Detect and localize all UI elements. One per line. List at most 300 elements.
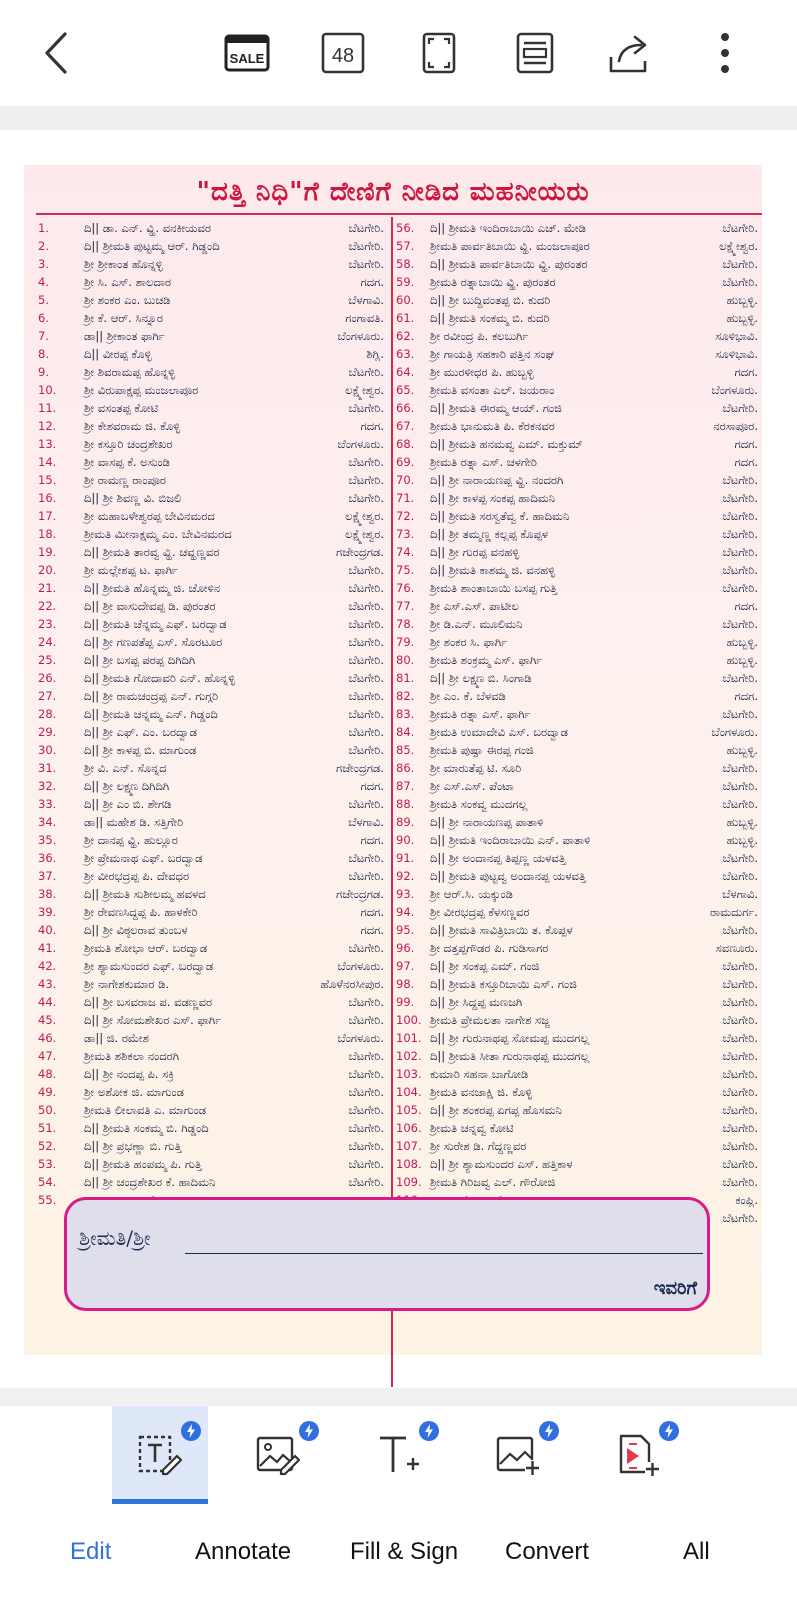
tab-annotate[interactable]: Annotate bbox=[195, 1538, 292, 1565]
donor-row bbox=[38, 705, 384, 723]
donor-place: ಬೆಳಗಾವಿ. bbox=[348, 815, 384, 829]
donor-number: 94. bbox=[396, 905, 415, 919]
donor-place: ಬೆಟಗೇರಿ. bbox=[722, 527, 758, 541]
donor-row bbox=[396, 1137, 758, 1155]
donor-name: ದಿ|| ಶ್ರೀ ಚಂದ್ರಶೇಖರ ಕೆ. ಹಾದಿಮನಿ bbox=[84, 1175, 216, 1189]
donor-list-right bbox=[396, 219, 758, 1227]
donor-number: 56. bbox=[396, 221, 415, 235]
fullscreen-button[interactable] bbox=[416, 28, 462, 78]
donor-number: 3. bbox=[38, 257, 49, 271]
donor-name: ಶ್ರೀ ಅಶೋಕ ಜಿ. ಮಾಗುಂಡ bbox=[84, 1085, 184, 1099]
donor-name: ಶ್ರೀಮತಿ ವಸಂತಾ ಎಲ್. ಜಯರಾಂ bbox=[430, 383, 555, 397]
donor-number: 50. bbox=[38, 1103, 57, 1117]
donor-row bbox=[38, 273, 384, 291]
donor-row bbox=[38, 561, 384, 579]
donor-place: ಸೂಳಿಭಾವಿ. bbox=[715, 329, 758, 343]
donor-name: ದಿ|| ಶ್ರೀಮತಿ ಕಸ್ತೂರಿಬಾಯಿ ಎಸ್. ಗಂಜಿ bbox=[430, 977, 577, 991]
donor-name: ದಿ|| ಶ್ರೀ ನಾರಾಯಣಪ್ಪ ಪಾತಾಳಿ bbox=[430, 815, 544, 829]
donor-row bbox=[38, 849, 384, 867]
annotate-tool[interactable] bbox=[230, 1406, 326, 1504]
donor-name: ಶ್ರೀ ಕೆ. ಆರ್. ಸಿನ್ನೂರ bbox=[84, 311, 163, 325]
donor-place: ಬೆಂಗಳೂರು. bbox=[337, 1031, 384, 1045]
donor-row bbox=[38, 723, 384, 741]
donor-number: 31. bbox=[38, 761, 57, 775]
donor-name: ಶ್ರೀ ಮಲ್ಲೇಶಪ್ಪ ಟ. ಫಾರ್ಗಿ bbox=[84, 563, 179, 577]
donor-place: ಬೆಟಗೇರಿ. bbox=[348, 1139, 384, 1153]
donor-number: 38. bbox=[38, 887, 57, 901]
donor-row bbox=[396, 813, 758, 831]
donor-number: 96. bbox=[396, 941, 415, 955]
donor-place: ಬೆಟಗೇರಿ. bbox=[722, 797, 758, 811]
donor-name: ದಿ|| ವೀರಪ್ಪ ಕೊಳ್ಳಿ bbox=[84, 347, 152, 361]
donor-place: ಹುಬ್ಬಳ್ಳಿ. bbox=[726, 815, 758, 829]
donor-row bbox=[396, 327, 758, 345]
donor-name: ಶ್ರೀಮತಿ ರತ್ನಾ ಎಸ್. ಫಾರ್ಗಿ bbox=[430, 707, 531, 721]
donor-place: ಬೆಟಗೇರಿ. bbox=[722, 275, 758, 289]
donor-row bbox=[38, 867, 384, 885]
donor-row bbox=[396, 759, 758, 777]
donor-number: 21. bbox=[38, 581, 57, 595]
donor-name: ದಿ|| ಶ್ರೀ ಶಿವಣ್ಣ ವಿ. ಬಿಜಲಿ bbox=[84, 491, 182, 505]
donor-name: ದಿ|| ಶ್ರೀ ಬಸಪ್ಪ ಪರಪ್ಪ ದಿಗಿದಿಗಿ bbox=[84, 653, 196, 667]
sale-button[interactable] bbox=[222, 28, 272, 78]
donor-row bbox=[396, 1029, 758, 1047]
donor-name: ಶ್ರೀ ದಾನಪ್ಪ ವ್ಹಿ. ಹುಲ್ಲೂರ bbox=[84, 833, 178, 847]
donor-place: ಬೆಂಗಳೂರು. bbox=[337, 437, 384, 451]
donor-row bbox=[396, 525, 758, 543]
sale-tag-icon bbox=[223, 31, 271, 75]
donor-number: 19. bbox=[38, 545, 57, 559]
donor-number: 64. bbox=[396, 365, 415, 379]
donor-number: 16. bbox=[38, 491, 57, 505]
donor-name: ದಿ|| ಶ್ರೀಮತಿ ಸೀತಾ ಗುರುನಾಥಪ್ಪ ಮುದಗಲ್ಲ bbox=[430, 1049, 590, 1063]
donor-name: ಶ್ರೀ ಮಾರುತೆಪ್ಪ ಟಿ. ಸೂರಿ bbox=[430, 761, 522, 775]
donor-place: ಬೆಟಗೇರಿ. bbox=[348, 581, 384, 595]
donor-number: 45. bbox=[38, 1013, 57, 1027]
donor-number: 5. bbox=[38, 293, 49, 307]
donor-place: ಲಕ್ಷ್ಮೇಶ್ವರ. bbox=[345, 383, 384, 397]
donor-name: ದಿ|| ಡಾ. ಎನ್. ವ್ಹಿ. ವನಕೀಯವರ bbox=[84, 221, 211, 235]
donor-row bbox=[396, 471, 758, 489]
back-button[interactable] bbox=[36, 28, 76, 78]
donor-row bbox=[38, 471, 384, 489]
donor-name: ದಿ|| ಶ್ರೀ ವಿಠ್ಠಲರಾವ ತುಂಬಳ bbox=[84, 923, 188, 937]
more-options-button[interactable] bbox=[710, 28, 740, 78]
donor-name: ಶ್ರೀಮತಿ ಶಶಿಕಲಾ ನಂದರಗಿ bbox=[84, 1049, 180, 1063]
tab-fill-sign[interactable]: Fill & Sign bbox=[350, 1538, 459, 1565]
donor-place: ಕಂಪ್ಲಿ. bbox=[735, 1193, 758, 1207]
donor-number: 70. bbox=[396, 473, 415, 487]
donor-place: ಗದಗ. bbox=[734, 365, 758, 379]
donor-number: 98. bbox=[396, 977, 415, 991]
donor-name: ದಿ|| ಶ್ರೀ ರಾಮಚಂದ್ರಪ್ಪ ಎನ್. ಗುಗ್ಗರಿ bbox=[84, 689, 219, 703]
donor-place: ಬೆಟಗೇರಿ. bbox=[348, 851, 384, 865]
donor-list-left bbox=[38, 219, 384, 1209]
donor-place: ಬೆಟಗೇರಿ. bbox=[348, 869, 384, 883]
donor-row bbox=[38, 579, 384, 597]
donor-number: 18. bbox=[38, 527, 57, 541]
donor-place: ಬೆಟಗೇರಿ. bbox=[348, 1157, 384, 1171]
donor-number: 55. bbox=[38, 1193, 57, 1207]
donor-row bbox=[396, 921, 758, 939]
donor-number: 105. bbox=[396, 1103, 422, 1117]
donor-row bbox=[396, 903, 758, 921]
donor-place: ಬೆಟಗೇರಿ. bbox=[348, 1013, 384, 1027]
back-arrow-icon bbox=[43, 31, 69, 75]
donor-place: ಗದಗ. bbox=[360, 275, 384, 289]
donor-place: ಬೆಟಗೇರಿ. bbox=[722, 1031, 758, 1045]
donor-number: 104. bbox=[396, 1085, 422, 1099]
donor-row bbox=[38, 435, 384, 453]
donor-place: ಬೆಟಗೇರಿ. bbox=[722, 959, 758, 973]
donor-row bbox=[38, 489, 384, 507]
donor-number: 79. bbox=[396, 635, 415, 649]
edit-tool[interactable] bbox=[112, 1406, 208, 1504]
donor-row bbox=[396, 975, 758, 993]
donor-number: 88. bbox=[396, 797, 415, 811]
donor-row bbox=[38, 1083, 384, 1101]
donor-name: ಶ್ರೀಮತಿ ಶಾಂತಾಬಾಯಿ ಬಸಪ್ಪ ಗುತ್ತಿ bbox=[430, 581, 558, 595]
donor-name: ಶ್ರೀ ಮುರಳೀಧರ ಪಿ. ಹುಬ್ಬಳ್ಳಿ bbox=[430, 365, 534, 379]
pdf-page bbox=[24, 165, 762, 1355]
donor-name: ಶ್ರೀಮತಿ ಚನ್ನವ್ವ ಕೋಟಿ bbox=[430, 1121, 514, 1135]
donor-row bbox=[38, 543, 384, 561]
donor-place: ಬೆಟಗೇರಿ. bbox=[722, 995, 758, 1009]
donor-row bbox=[396, 219, 758, 237]
fill-sign-tool[interactable] bbox=[350, 1406, 446, 1504]
donor-place: ಬೆಳಗಾವಿ. bbox=[348, 293, 384, 307]
tab-edit[interactable]: Edit bbox=[70, 1538, 112, 1565]
donor-name: ಶ್ರೀಮತಿ ಪಾರ್ವತಿಬಾಯಿ ವ್ಹಿ. ಮಂಜಲಾಪೂರ bbox=[430, 239, 590, 253]
all-tools[interactable] bbox=[590, 1406, 686, 1504]
donor-number: 36. bbox=[38, 851, 57, 865]
donor-name: ದಿ|| ಶ್ರೀ ಪ್ರಭಣ್ಣಾ ಬಿ. ಗುತ್ತಿ bbox=[84, 1139, 182, 1153]
donor-place: ಗಜೇಂದ್ರಗಡ. bbox=[336, 545, 384, 559]
title-divider bbox=[36, 213, 762, 215]
donor-number: 108. bbox=[396, 1157, 422, 1171]
donor-name: ಶ್ರೀಮತಿ ಪ್ರೇಮಲತಾ ನಾಗೇಶ ಸಜ್ಜ bbox=[430, 1013, 550, 1027]
donor-place: ಬೆಂಗಳೂರು. bbox=[711, 383, 758, 397]
donor-name: ಶ್ರೀಮತಿ ಪುಷ್ಪಾ ಈರಪ್ಪ ಗಂಜಿ bbox=[430, 743, 534, 757]
donor-row bbox=[38, 903, 384, 921]
donor-row bbox=[38, 777, 384, 795]
donor-name: ದಿ|| ಶ್ರೀಮತಿ ಪುಟ್ಟಮ್ಮ ಆರ್. ಗಿಡ್ಡಂದಿ bbox=[84, 239, 220, 253]
donor-name: ಶ್ರೀ ಗಾಯತ್ರಿ ಸಹಕಾರಿ ಪತ್ತಿನ ಸಂಘ bbox=[430, 347, 554, 361]
donor-number: 17. bbox=[38, 509, 57, 523]
donor-row bbox=[38, 939, 384, 957]
donor-row bbox=[396, 291, 758, 309]
donor-number: 59. bbox=[396, 275, 415, 289]
donor-row bbox=[38, 885, 384, 903]
donor-row bbox=[396, 651, 758, 669]
donor-number: 43. bbox=[38, 977, 57, 991]
donor-row bbox=[38, 975, 384, 993]
donor-place: ಗಜೇಂದ್ರಗಡ. bbox=[336, 887, 384, 901]
donor-place: ಬೆಟಗೇರಿ. bbox=[348, 221, 384, 235]
donor-place: ಹುಬ್ಬಳ್ಳಿ. bbox=[726, 311, 758, 325]
donor-row bbox=[38, 1065, 384, 1083]
donor-place: ಬೆಟಗೇರಿ. bbox=[348, 941, 384, 955]
donor-row bbox=[38, 1011, 384, 1029]
donor-place: ಬೆಟಗೇರಿ. bbox=[348, 599, 384, 613]
donor-place: ಬೆಟಗೇರಿ. bbox=[348, 257, 384, 271]
donor-row bbox=[38, 957, 384, 975]
donor-row bbox=[396, 993, 758, 1011]
premium-bolt-icon bbox=[298, 1420, 320, 1442]
donor-row bbox=[396, 1047, 758, 1065]
donor-place: ಬೆಟಗೇರಿ. bbox=[348, 455, 384, 469]
donor-row bbox=[396, 615, 758, 633]
donor-row bbox=[396, 255, 758, 273]
premium-bolt-icon bbox=[658, 1420, 680, 1442]
donor-name: ದಿ|| ಶ್ರೀ ಗುರಪ್ಪ ವನಹಳ್ಳಿ bbox=[430, 545, 520, 559]
donor-number: 7. bbox=[38, 329, 49, 343]
donor-number: 10. bbox=[38, 383, 57, 397]
donor-number: 63. bbox=[396, 347, 415, 361]
donor-number: 65. bbox=[396, 383, 415, 397]
donor-place: ಬೆಟಗೇರಿ. bbox=[348, 797, 384, 811]
donor-name: ದಿ|| ಶ್ರೀ ಶ್ಯಾಮಸುಂದರ ಎಸ್. ಹತ್ತಿಕಾಳ bbox=[430, 1157, 573, 1171]
donor-name: ಶ್ರೀ ಪ್ರೇಮನಾಥ ಎಫ್. ಬರದ್ವಾಡ bbox=[84, 851, 203, 865]
donor-row bbox=[396, 687, 758, 705]
donor-name: ದಿ|| ಶ್ರೀ ಗಣಪತೆಪ್ಪ ಎಸ್. ಸೊರಟೂರ bbox=[84, 635, 223, 649]
donor-place: ಬೆಟಗೇರಿ. bbox=[722, 473, 758, 487]
donor-row bbox=[396, 633, 758, 651]
donor-number: 74. bbox=[396, 545, 415, 559]
donor-place: ಬೆಟಗೇರಿ. bbox=[348, 491, 384, 505]
recipient-suffix: ಇವರಿಗೆ bbox=[653, 1278, 697, 1299]
donor-row bbox=[38, 1047, 384, 1065]
donor-name: ದಿ|| ಶ್ರೀ ಲಕ್ಷ್ಮಣ ದಿಗಿದಿಗಿ bbox=[84, 779, 170, 793]
donor-row bbox=[38, 651, 384, 669]
donor-place: ಬೆಟಗೇರಿ. bbox=[348, 365, 384, 379]
donor-number: 33. bbox=[38, 797, 57, 811]
donor-name: ಶ್ರೀಮತಿ ಮೀನಾಕ್ಷಮ್ಮ ಎಂ. ಬೇವಿನಮರದ bbox=[84, 527, 232, 541]
document-title: "ದತ್ತಿ ನಿಧಿ"ಗೆ ದೇಣಿಗೆ ನೀಡಿದ ಮಹನೀಯರು bbox=[196, 177, 590, 207]
donor-place: ಗದಗ. bbox=[360, 833, 384, 847]
donor-number: 53. bbox=[38, 1157, 57, 1171]
donor-number: 14. bbox=[38, 455, 57, 469]
donor-row bbox=[396, 579, 758, 597]
donor-name: ಕುಮಾರಿ ಸಹನಾ ಬಾಗೋಡಿ bbox=[430, 1067, 529, 1081]
donor-name: ಶ್ರೀ ಶಂಕರ ಸಿ. ಫಾರ್ಗಿ bbox=[430, 635, 508, 649]
donor-row bbox=[38, 795, 384, 813]
page-count-value: 48 bbox=[331, 45, 355, 67]
donor-name: ದಿ|| ಶ್ರೀಮತಿ ಸಂಕಮ್ಮ ಬಿ. ಕುದರಿ bbox=[430, 311, 550, 325]
donor-number: 4. bbox=[38, 275, 49, 289]
donor-row bbox=[396, 705, 758, 723]
donor-number: 29. bbox=[38, 725, 57, 739]
share-icon bbox=[605, 31, 653, 75]
donor-row bbox=[38, 1119, 384, 1137]
donor-number: 46. bbox=[38, 1031, 57, 1045]
donor-place: ಗದಗ. bbox=[734, 599, 758, 613]
donor-place: ಬೆಟಗೇರಿ. bbox=[348, 1103, 384, 1117]
donor-place: ಬೆಟಗೇರಿ. bbox=[722, 1211, 758, 1225]
donor-number: 91. bbox=[396, 851, 415, 865]
donor-name: ದಿ|| ಶ್ರೀಮತಿ ಚೆನ್ನಮ್ಮ ಎಫ್. ಬರದ್ವಾಡ bbox=[84, 617, 227, 631]
donor-name: ಶ್ರೀ ರಾಮಣ್ಣ ರಾಂಪೂರ bbox=[84, 473, 166, 487]
donor-place: ಬೆಟಗೇರಿ. bbox=[722, 1085, 758, 1099]
donor-place: ಬೆಟಗೇರಿ. bbox=[348, 563, 384, 577]
donor-number: 8. bbox=[38, 347, 49, 361]
donor-number: 93. bbox=[396, 887, 415, 901]
donor-number: 26. bbox=[38, 671, 57, 685]
donor-place: ಬೆಟಗೇರಿ. bbox=[722, 221, 758, 235]
donor-row bbox=[396, 273, 758, 291]
donor-name: ಶ್ರೀ ದತ್ತಪ್ಪಗೌಡರ ಪಿ. ಗುಡಿಸಾಗರ bbox=[430, 941, 549, 955]
donor-number: 75. bbox=[396, 563, 415, 577]
donor-name: ದಿ|| ಶ್ರೀಮತಿ ಗೋದಾವರಿ ಎನ್. ಹೊನ್ನಳ್ಳಿ bbox=[84, 671, 236, 685]
donor-row bbox=[396, 831, 758, 849]
document-viewer[interactable] bbox=[0, 130, 797, 1388]
donor-name: ದಿ|| ಶ್ರೀ ಗುರುನಾಥಪ್ಪ ಸೋಮಪ್ಪ ಮುದಗಲ್ಲ bbox=[430, 1031, 590, 1045]
donor-row bbox=[38, 525, 384, 543]
toolbar-separator bbox=[0, 106, 797, 130]
donor-row bbox=[396, 417, 758, 435]
donor-row bbox=[396, 849, 758, 867]
donor-name: ಶ್ರೀಮತಿ ರತ್ನಾ ಎಸ್. ಚಳಗೇರಿ bbox=[430, 455, 537, 469]
donor-place: ಬೆಟಗೇರಿ. bbox=[348, 473, 384, 487]
add-text-icon bbox=[375, 1432, 421, 1478]
donor-name: ಶ್ರೀಮತಿ ಶಂಕ್ರಮ್ಮ ಎಸ್. ಫಾರ್ಗಿ bbox=[430, 653, 543, 667]
donor-place: ಬೆಟಗೇರಿ. bbox=[722, 563, 758, 577]
donor-row bbox=[396, 885, 758, 903]
page-count-button[interactable] bbox=[318, 28, 368, 78]
donor-name: ಶ್ರೀಮತಿ ಭಾನುಮತಿ ಪಿ. ಕೆರಕನವರ bbox=[430, 419, 555, 433]
donor-row bbox=[38, 1101, 384, 1119]
donor-place: ಬೆಟಗೇರಿ. bbox=[348, 707, 384, 721]
donor-row bbox=[396, 1101, 758, 1119]
donor-place: ಬೆಳಗಾವಿ. bbox=[722, 887, 758, 901]
donor-name: ಡಾ|| ಜಿ. ರಮೇಶ bbox=[84, 1031, 149, 1045]
donor-row bbox=[38, 1137, 384, 1155]
donor-name: ದಿ|| ಶ್ರೀ ಎಫ್. ಎಂ. ಬರದ್ವಾಡ bbox=[84, 725, 197, 739]
donor-name: ದಿ|| ಶ್ರೀಮತಿ ಹನಮವ್ವ ಎಮ್. ಮಕ್ತುಮ್ bbox=[430, 437, 583, 451]
donor-place: ಬೆಟಗೇರಿ. bbox=[722, 707, 758, 721]
donor-number: 61. bbox=[396, 311, 415, 325]
donor-row bbox=[396, 507, 758, 525]
donor-name: ದಿ|| ಶ್ರೀ ಸೋಮಶೇಖರ ಎಸ್. ಫಾರ್ಗಿ bbox=[84, 1013, 222, 1027]
donor-name: ದಿ|| ಶ್ರೀಮತಿ ಇಂದಿರಾಬಾಯಿ ಎನ್. ಪಾತಾಳಿ bbox=[430, 833, 591, 847]
donor-place: ಲಕ್ಷ್ಮೇಶ್ವರ. bbox=[345, 527, 384, 541]
donor-number: 57. bbox=[396, 239, 415, 253]
donor-number: 62. bbox=[396, 329, 415, 343]
donor-place: ಬೆಂಗಳೂರು. bbox=[337, 959, 384, 973]
share-button[interactable] bbox=[604, 28, 654, 78]
donor-number: 13. bbox=[38, 437, 57, 451]
donor-place: ಗಜೇಂದ್ರಗಡ. bbox=[336, 761, 384, 775]
donor-place: ಹುಬ್ಬಳ್ಳಿ. bbox=[726, 293, 758, 307]
premium-bolt-icon bbox=[180, 1420, 202, 1442]
edit-image-icon bbox=[255, 1432, 301, 1478]
donor-row bbox=[38, 507, 384, 525]
donor-number: 85. bbox=[396, 743, 415, 757]
donor-place: ಬೆಟಗೇರಿ. bbox=[722, 671, 758, 685]
donor-number: 95. bbox=[396, 923, 415, 937]
donor-place: ಬೆಟಗೇರಿ. bbox=[722, 1049, 758, 1063]
add-image-icon bbox=[495, 1432, 541, 1478]
donor-name: ದಿ|| ಶ್ರೀ ಲಕ್ಷ್ಮಣ ಬಿ. ಸಿಂಗಾಡಿ bbox=[430, 671, 532, 685]
donor-place: ಸವಣೂರು. bbox=[715, 941, 758, 955]
donor-number: 27. bbox=[38, 689, 57, 703]
donor-name: ಶ್ರೀ ನಾಗೇಶಕುಮಾರ ಡಿ. bbox=[84, 977, 169, 991]
donor-place: ಬೆಟಗೇರಿ. bbox=[722, 491, 758, 505]
recipient-name-line bbox=[185, 1253, 703, 1254]
donor-row bbox=[396, 489, 758, 507]
donor-place: ಗದಗ. bbox=[734, 437, 758, 451]
donor-place: ಬೆಟಗೇರಿ. bbox=[348, 617, 384, 631]
donor-name: ದಿ|| ಶ್ರೀ ಸಂಕಪ್ಪ ಎಮ್. ಗಂಜಿ bbox=[430, 959, 540, 973]
tab-convert[interactable]: Convert bbox=[505, 1538, 590, 1565]
donor-place: ಹೊಳೆನರಸೀಪುರ. bbox=[320, 977, 384, 991]
donor-row bbox=[38, 597, 384, 615]
donor-row bbox=[38, 363, 384, 381]
reader-mode-button[interactable] bbox=[512, 28, 558, 78]
donor-number: 30. bbox=[38, 743, 57, 757]
donor-number: 49. bbox=[38, 1085, 57, 1099]
donor-number: 83. bbox=[396, 707, 415, 721]
donor-place: ಗದಗ. bbox=[360, 779, 384, 793]
donor-place: ಬೆಟಗೇರಿ. bbox=[722, 779, 758, 793]
viewer-bottom-separator bbox=[0, 1388, 797, 1406]
donor-name: ದಿ|| ಶ್ರೀ ನಾರಾಯಣಪ್ಪ ವ್ಹಿ. ನಂದರಗಿ bbox=[430, 473, 564, 487]
donor-place: ಬೆಟಗೇರಿ. bbox=[722, 1013, 758, 1027]
donor-name: ದಿ|| ಶ್ರೀಮತಿ ಸರಸ್ವತೆವ್ವ ಕೆ. ಹಾದಿಮನಿ bbox=[430, 509, 570, 523]
donor-row bbox=[396, 795, 758, 813]
donor-place: ಬೆಟಗೇರಿ. bbox=[722, 869, 758, 883]
donor-number: 92. bbox=[396, 869, 415, 883]
donor-name: ದಿ|| ಶ್ರೀಮತಿ ಕಾಶಮ್ಮ ಜಿ. ವನಹಳ್ಳಿ bbox=[430, 563, 556, 577]
donor-name: ದಿ|| ಶ್ರೀ ಅಂದಾನಪ್ಪ ತಿಪ್ಪಣ್ಣ ಯಳವತ್ತಿ bbox=[430, 851, 566, 865]
donor-row bbox=[396, 543, 758, 561]
donor-name: ಶ್ರೀ ಶಿವರಾಮಪ್ಪ ಹೊನ್ನಳ್ಳಿ bbox=[84, 365, 176, 379]
donor-row bbox=[38, 1029, 384, 1047]
donor-number: 106. bbox=[396, 1121, 422, 1135]
donor-name: ಶ್ರೀ ಡಿ.ಎನ್. ಮೂಲಿಮನಿ bbox=[430, 617, 523, 631]
donor-number: 51. bbox=[38, 1121, 57, 1135]
donor-row bbox=[396, 399, 758, 417]
donor-number: 25. bbox=[38, 653, 57, 667]
donor-name: ಶ್ರೀ ವಾಸಪ್ಪ ಕೆ. ಅಸುಂಡಿ bbox=[84, 455, 170, 469]
donor-name: ದಿ|| ಶ್ರೀಮತಿ ಸಂಕಮ್ಮ ಬಿ. ಗಿಡ್ಡಂದಿ bbox=[84, 1121, 209, 1135]
tab-all[interactable]: All bbox=[683, 1538, 710, 1565]
donor-place: ಗದಗ. bbox=[360, 905, 384, 919]
donor-name: ಶ್ರೀ ಎಂ. ಕೆ. ಬೆಳವಡಿ bbox=[430, 689, 506, 703]
donor-place: ಬೆಟಗೇರಿ. bbox=[348, 671, 384, 685]
donor-row bbox=[38, 831, 384, 849]
donor-place: ಬೆಟಗೇರಿ. bbox=[722, 1157, 758, 1171]
donor-place: ಲಕ್ಷ್ಮೇಶ್ವರ. bbox=[345, 509, 384, 523]
donor-name: ದಿ|| ಶ್ರೀ ಕಾಳಪ್ಪ ಸಂಕಪ್ಪ ಹಾದಿಮನಿ bbox=[430, 491, 556, 505]
fullscreen-icon bbox=[421, 31, 457, 75]
donor-row bbox=[396, 237, 758, 255]
donor-number: 39. bbox=[38, 905, 57, 919]
donor-number: 40. bbox=[38, 923, 57, 937]
convert-tool[interactable] bbox=[470, 1406, 566, 1504]
donor-row bbox=[38, 615, 384, 633]
donor-row bbox=[38, 1173, 384, 1191]
donor-place: ಬೆಟಗೇರಿ. bbox=[722, 761, 758, 775]
donor-number: 102. bbox=[396, 1049, 422, 1063]
donor-place: ಹುಬ್ಬಳ್ಳಿ. bbox=[726, 635, 758, 649]
donor-place: ಬೆಟಗೇರಿ. bbox=[348, 1121, 384, 1135]
donor-number: 6. bbox=[38, 311, 49, 325]
donor-name: ಶ್ರೀ ಆರ್.ಸಿ. ಯಕ್ಕುಂಡಿ bbox=[430, 887, 513, 901]
donor-row bbox=[396, 1065, 758, 1083]
donor-row bbox=[38, 993, 384, 1011]
donor-number: 54. bbox=[38, 1175, 57, 1189]
